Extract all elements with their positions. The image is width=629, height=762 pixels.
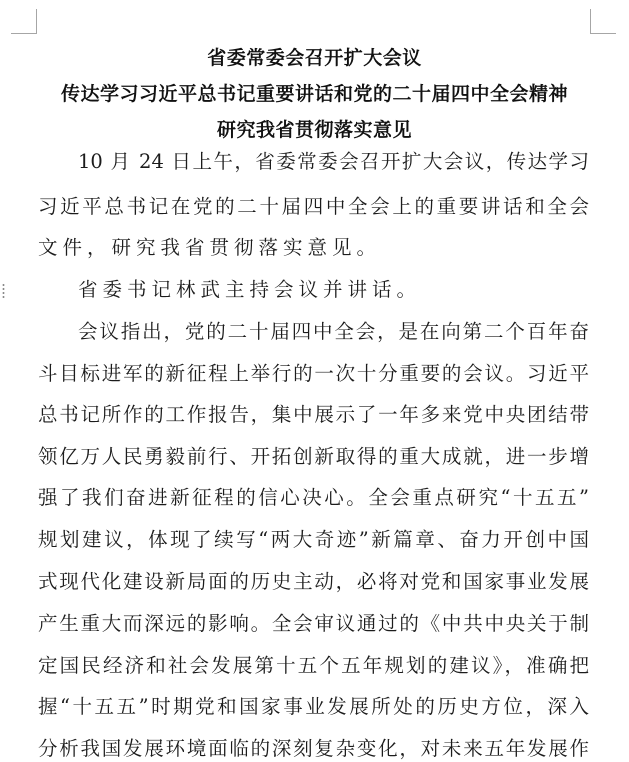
body-line: 定国民经济和社会发展第十五个五年规划的建议》，准确把: [38, 654, 589, 677]
body-line: 10 月 24 日上午，省委常委会召开扩大会议，传达学习: [78, 150, 589, 173]
body-line: 式现代化建设新局面的历史主动，必将对党和国家事业发展: [38, 570, 589, 593]
margin-corner-top-left-vertical: [36, 9, 37, 34]
document-title-line-1: 省委常委会召开扩大会议: [207, 47, 422, 69]
document-title-line-3: 研究我省贯彻落实意见: [216, 119, 412, 141]
body-line: 文件，研究我省贯彻落实意见。: [38, 236, 382, 259]
body-line: 省委书记林武主持会议并讲话。: [78, 278, 422, 301]
body-line: 规划建议，体现了续写“两大奇迹”新篇章、奋力开创中国: [38, 528, 589, 551]
body-line: 分析我国发展环境面临的深刻复杂变化，对未来五年发展作: [38, 737, 589, 760]
document-title-line-2: 传达学习习近平总书记重要讲话和党的二十届四中全会精神: [60, 83, 568, 105]
body-line: 会议指出，党的二十届四中全会，是在向第二个百年奋: [78, 320, 589, 343]
body-line: 总书记所作的工作报告，集中展示了一年多来党中央团结带: [38, 403, 589, 426]
margin-corner-top-left-horizontal: [11, 33, 37, 34]
body-line: 领亿万人民勇毅前行、开拓创新取得的重大成就，进一步增: [38, 445, 589, 468]
body-line: 产生重大而深远的影响。全会审议通过的《中共中央关于制: [38, 612, 589, 635]
paragraph-drag-handle-icon[interactable]: [2, 283, 5, 299]
body-line: 习近平总书记在党的二十届四中全会上的重要讲话和全会: [38, 195, 589, 218]
body-line: 强了我们奋进新征程的信心决心。全会重点研究“十五五”: [38, 486, 589, 509]
body-line: 握“十五五”时期党和国家事业发展所处的历史方位，深入: [38, 695, 589, 718]
margin-corner-top-right-horizontal: [590, 33, 616, 34]
margin-corner-top-right-vertical: [590, 9, 591, 34]
body-line: 斗目标进军的新征程上举行的一次十分重要的会议。习近平: [38, 362, 589, 385]
